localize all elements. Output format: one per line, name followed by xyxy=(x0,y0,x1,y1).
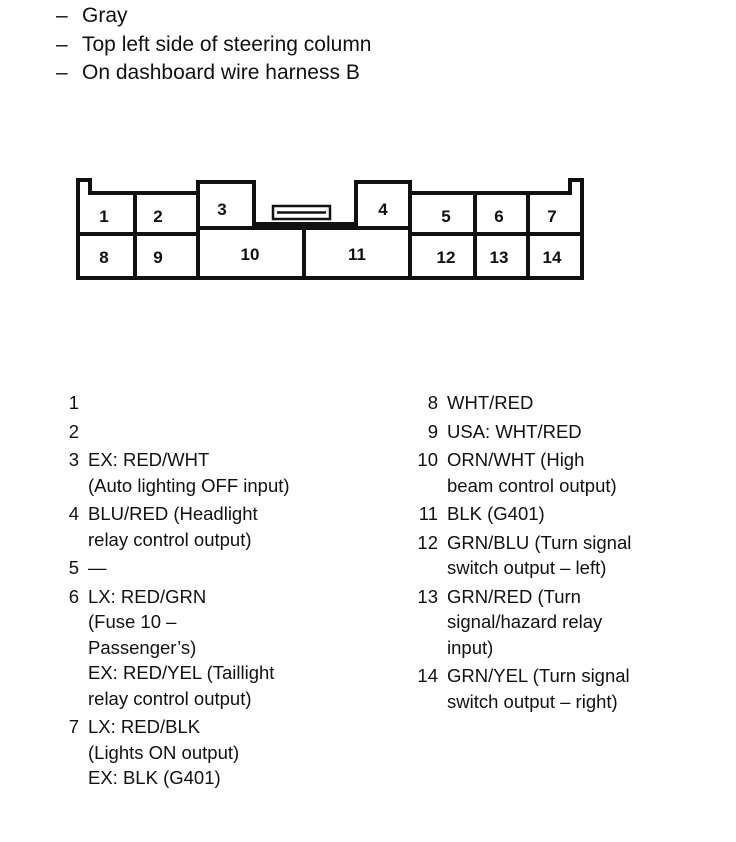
harness-line: – On dashboard wire harness B xyxy=(56,61,360,84)
pin-description: WHT/RED xyxy=(447,392,534,413)
pin-entry-7 xyxy=(52,714,382,791)
pin-entry-3 xyxy=(52,447,382,498)
pin-description: GRN/RED (Turn signal/hazard relay input) xyxy=(447,585,603,658)
pin-number: 4 xyxy=(68,503,79,524)
pin-entry-8 xyxy=(408,390,728,416)
pin-description: EX: RED/WHT (Auto lighting OFF input) xyxy=(88,449,290,496)
pin-number: 1 xyxy=(68,392,79,413)
pin-number: 13 xyxy=(417,585,438,607)
pin-label-1: 1 xyxy=(99,207,109,226)
pin-description: — xyxy=(88,557,107,578)
pin-number: 10 xyxy=(417,449,438,470)
pin-label-14: 14 xyxy=(542,248,562,267)
pin-entry-9 xyxy=(408,419,728,445)
pin-number: 9 xyxy=(427,420,438,442)
pin-entry-12 xyxy=(408,530,728,581)
color-line: – Gray xyxy=(56,4,128,27)
connector-location: Top left side of steering column xyxy=(82,32,372,56)
pin-label-6: 6 xyxy=(494,207,504,226)
pin-description: GRN/BLU (Turn signal switch output – left) xyxy=(447,531,632,578)
pin-entry-13 xyxy=(408,584,728,661)
pin-description: USA: WHT/RED xyxy=(447,420,582,442)
pin-entry-6 xyxy=(52,584,382,712)
pin-label-4: 4 xyxy=(378,200,388,219)
pin-label-13: 13 xyxy=(489,248,509,267)
pin-label-3: 3 xyxy=(217,200,227,219)
pin-description: BLK (G401) xyxy=(447,503,545,524)
connector-color: Gray xyxy=(82,4,128,27)
pin-description: LX: RED/GRN (Fuse 10 – Passenger’s) EX: RED/YEL (Taillight relay control output) xyxy=(88,585,275,709)
pin-entry-1 xyxy=(52,390,382,416)
pin-label-12: 12 xyxy=(436,248,456,267)
pin-description: BLU/RED (Headlight relay control output) xyxy=(88,503,258,550)
pin-number: 5 xyxy=(68,557,79,578)
pin-number: 8 xyxy=(427,392,438,413)
pin-list-left xyxy=(52,390,382,794)
pin-description: GRN/YEL (Turn signal switch output – right) xyxy=(447,665,630,712)
pin-entry-11 xyxy=(408,501,728,527)
pin-label-8: 8 xyxy=(99,248,109,267)
pin-number: 3 xyxy=(68,449,79,470)
locking-tab xyxy=(273,206,330,219)
pin-label-2: 2 xyxy=(153,207,163,226)
pin-number: 11 xyxy=(418,503,438,524)
pin-label-5: 5 xyxy=(441,207,451,226)
pin-description: ORN/WHT (High beam control output) xyxy=(447,449,617,496)
connector-harness: On dashboard wire harness B xyxy=(82,61,360,84)
pin-label-11: 11 xyxy=(348,245,366,264)
pin-entry-10 xyxy=(408,447,728,498)
pin-description: LX: RED/BLK (Lights ON output) EX: BLK (G401) xyxy=(88,716,240,788)
location-line: – Top left side of steering column xyxy=(56,32,372,56)
pin-number: 6 xyxy=(68,585,79,607)
pin-list-right xyxy=(408,390,728,717)
pin-entry-14 xyxy=(408,663,728,714)
pin-label-7: 7 xyxy=(547,207,557,226)
pin-entry-2 xyxy=(52,419,382,445)
pin-label-10: 10 xyxy=(240,245,260,264)
pin-number: 2 xyxy=(68,420,79,442)
pin-entry-5 xyxy=(52,555,382,581)
pin-label-9: 9 xyxy=(153,248,163,267)
connector-diagram xyxy=(0,0,736,320)
pin-number: 7 xyxy=(68,716,79,737)
pin-number: 14 xyxy=(417,665,438,686)
pin-entry-4 xyxy=(52,501,382,552)
pin-number: 12 xyxy=(417,531,438,553)
